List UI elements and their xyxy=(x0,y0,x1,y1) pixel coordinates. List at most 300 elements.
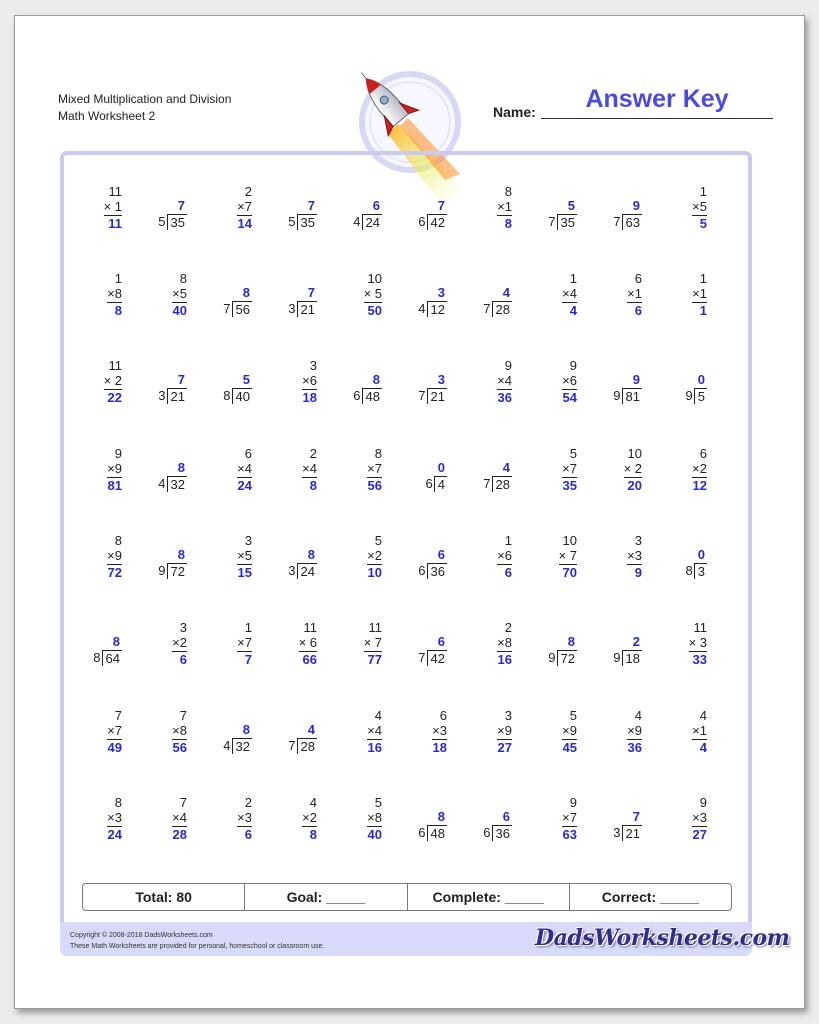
product-answer: 4 xyxy=(699,740,707,755)
product-answer: 5 xyxy=(699,216,707,231)
product-answer: 8 xyxy=(114,303,122,318)
product-answer: 8 xyxy=(309,827,317,842)
multiplicand: 3 xyxy=(244,533,252,548)
multiplicand: 1 xyxy=(699,184,707,199)
multiplication-problem xyxy=(559,533,577,581)
product-answer: 27 xyxy=(497,740,512,755)
multiplication-problem xyxy=(627,708,642,756)
problem-3-5 xyxy=(332,358,382,418)
quotient-answer: 3 xyxy=(437,372,445,387)
problem-6-1 xyxy=(72,620,122,680)
division-bracket xyxy=(418,388,447,404)
division-bracket xyxy=(613,214,642,230)
problem-2-5 xyxy=(332,271,382,331)
multiplicand: 9 xyxy=(504,358,512,373)
dividend: 21 xyxy=(167,388,187,404)
product-answer: 56 xyxy=(367,478,382,493)
multiplication-problem xyxy=(627,271,642,319)
problem-8-2 xyxy=(137,795,187,855)
multiplier: ×4 xyxy=(562,286,577,301)
multiplier: ×3 xyxy=(237,810,252,825)
multiplier: ×6 xyxy=(497,548,512,563)
multiplication-problem xyxy=(302,795,317,843)
division-bracket xyxy=(288,738,317,754)
problem-3-9 xyxy=(592,358,642,418)
multiplication-problem xyxy=(497,184,512,232)
multiplier: ×7 xyxy=(562,461,577,476)
problem-4-10 xyxy=(657,446,707,506)
product-answer: 35 xyxy=(562,478,577,493)
multiplier: × 3 xyxy=(688,635,707,650)
multiplicand: 6 xyxy=(634,271,642,286)
division-bracket xyxy=(288,563,317,579)
product-answer: 6 xyxy=(179,652,187,667)
quotient-answer: 8 xyxy=(177,547,185,562)
multiplication-problem xyxy=(237,446,252,494)
product-answer: 9 xyxy=(634,565,642,580)
problem-7-4 xyxy=(267,708,317,768)
product-answer: 1 xyxy=(699,303,707,318)
multiplication-problem xyxy=(497,358,512,406)
division-bracket xyxy=(483,301,512,317)
multiplication-problem xyxy=(692,708,707,756)
product-answer: 8 xyxy=(309,478,317,493)
division-problem xyxy=(613,634,642,666)
divisor: 3 xyxy=(288,301,296,316)
divisor: 7 xyxy=(223,301,231,316)
multiplier: ×7 xyxy=(367,461,382,476)
divisor: 7 xyxy=(483,476,491,491)
quotient-answer: 7 xyxy=(307,285,315,300)
product-answer: 14 xyxy=(237,216,252,231)
multiplier: ×8 xyxy=(107,286,122,301)
multiplier: × 2 xyxy=(623,461,642,476)
dividend: 4 xyxy=(434,476,447,492)
product-answer: 6 xyxy=(244,827,252,842)
problem-1-1 xyxy=(72,184,122,244)
multiplication-problem xyxy=(692,795,707,843)
multiplier: ×7 xyxy=(562,810,577,825)
multiplier: × 2 xyxy=(103,373,122,388)
division-bracket xyxy=(426,476,447,492)
multiplicand: 2 xyxy=(244,795,252,810)
division-problem xyxy=(613,809,642,841)
multiplier: ×6 xyxy=(562,373,577,388)
product-answer: 6 xyxy=(634,303,642,318)
division-bracket xyxy=(158,388,187,404)
problem-1-10 xyxy=(657,184,707,244)
dividend: 32 xyxy=(167,476,187,492)
copyright xyxy=(70,930,324,952)
multiplier: × 6 xyxy=(298,635,317,650)
quotient-answer: 6 xyxy=(437,547,445,562)
divisor: 3 xyxy=(288,563,296,578)
multiplier: ×9 xyxy=(562,723,577,738)
division-problem xyxy=(288,722,317,754)
problem-6-4 xyxy=(267,620,317,680)
division-problem xyxy=(418,809,447,841)
division-bracket xyxy=(158,476,187,492)
product-answer: 66 xyxy=(302,652,317,667)
worksheet-subtitle-line2: Math Worksheet 2 xyxy=(58,109,156,123)
multiplicand: 4 xyxy=(699,708,707,723)
dividend: 72 xyxy=(557,650,577,666)
problem-4-8 xyxy=(527,446,577,506)
multiplicand: 11 xyxy=(108,358,122,373)
product-answer: 8 xyxy=(504,216,512,231)
multiplier: ×9 xyxy=(107,461,122,476)
division-bracket xyxy=(613,388,642,404)
dividend: 28 xyxy=(297,738,317,754)
multiplicand: 10 xyxy=(562,533,577,548)
division-bracket xyxy=(613,650,642,666)
problem-8-10 xyxy=(657,795,707,855)
problem-5-5 xyxy=(332,533,382,593)
divisor: 9 xyxy=(158,563,166,578)
quotient-answer: 7 xyxy=(632,809,640,824)
multiplication-problem xyxy=(562,271,577,319)
division-bracket xyxy=(483,476,512,492)
multiplier: ×1 xyxy=(627,286,642,301)
multiplication-problem xyxy=(432,708,447,756)
dividend: 40 xyxy=(232,388,252,404)
problem-7-1 xyxy=(72,708,122,768)
quotient-answer: 5 xyxy=(242,372,250,387)
multiplication-problem xyxy=(367,708,382,756)
problem-3-8 xyxy=(527,358,577,418)
division-problem xyxy=(686,372,707,404)
problem-3-4 xyxy=(267,358,317,418)
problem-8-9 xyxy=(592,795,642,855)
divisor: 8 xyxy=(685,563,693,578)
multiplier: × 7 xyxy=(558,548,577,563)
problem-8-7 xyxy=(462,795,512,855)
problem-5-10 xyxy=(657,533,707,593)
product-answer: 36 xyxy=(497,390,512,405)
complete-field: Complete: _____ xyxy=(408,884,570,910)
divisor: 7 xyxy=(548,214,556,229)
division-problem xyxy=(418,198,447,230)
multiplicand: 3 xyxy=(309,358,317,373)
product-answer: 40 xyxy=(367,827,382,842)
problem-6-3 xyxy=(202,620,252,680)
multiplication-problem xyxy=(302,358,317,406)
dividend: 32 xyxy=(232,738,252,754)
multiplicand: 5 xyxy=(374,795,382,810)
multiplication-problem xyxy=(627,533,642,581)
problem-7-7 xyxy=(462,708,512,768)
product-answer: 11 xyxy=(108,216,122,231)
division-problem xyxy=(548,634,577,666)
dividend: 24 xyxy=(362,214,382,230)
quotient-answer: 3 xyxy=(437,285,445,300)
division-bracket xyxy=(686,563,707,579)
problem-6-2 xyxy=(137,620,187,680)
dividend: 56 xyxy=(232,301,252,317)
multiplication-problem xyxy=(237,795,252,843)
multiplier: ×3 xyxy=(107,810,122,825)
quotient-answer: 5 xyxy=(567,198,575,213)
multiplication-problem xyxy=(497,620,512,668)
problem-2-9 xyxy=(592,271,642,331)
product-answer: 18 xyxy=(432,740,447,755)
division-bracket xyxy=(353,214,382,230)
multiplication-problem xyxy=(104,358,122,406)
division-problem xyxy=(223,285,252,317)
problem-4-9 xyxy=(592,446,642,506)
division-bracket xyxy=(223,738,252,754)
dividend: 21 xyxy=(427,388,447,404)
problem-7-5 xyxy=(332,708,382,768)
problem-3-7 xyxy=(462,358,512,418)
problem-3-10 xyxy=(657,358,707,418)
divisor: 8 xyxy=(93,650,101,665)
product-answer: 22 xyxy=(107,390,122,405)
quotient-answer: 0 xyxy=(697,547,705,562)
quotient-answer: 2 xyxy=(632,634,640,649)
quotient-answer: 8 xyxy=(112,634,120,649)
multiplication-problem xyxy=(562,795,577,843)
problem-5-4 xyxy=(267,533,317,593)
total-count: Total: 80 xyxy=(83,884,245,910)
multiplicand: 3 xyxy=(179,620,187,635)
division-bracket xyxy=(548,650,577,666)
multiplication-problem xyxy=(237,620,252,668)
quotient-answer: 6 xyxy=(437,634,445,649)
multiplication-problem xyxy=(562,446,577,494)
division-problem xyxy=(158,460,187,492)
problem-5-3 xyxy=(202,533,252,593)
dividend: 24 xyxy=(297,563,317,579)
product-answer: 7 xyxy=(244,652,252,667)
dividend: 28 xyxy=(492,301,512,317)
divisor: 6 xyxy=(425,476,433,491)
multiplicand: 8 xyxy=(504,184,512,199)
problem-7-3 xyxy=(202,708,252,768)
division-problem xyxy=(418,634,447,666)
multiplicand: 11 xyxy=(368,620,382,635)
multiplication-problem xyxy=(692,446,707,494)
multiplier: ×2 xyxy=(367,548,382,563)
problem-8-6 xyxy=(397,795,447,855)
multiplicand: 4 xyxy=(374,708,382,723)
multiplicand: 5 xyxy=(374,533,382,548)
product-answer: 40 xyxy=(172,303,187,318)
divisor: 3 xyxy=(613,825,621,840)
divisor: 4 xyxy=(353,214,361,229)
problem-8-8 xyxy=(527,795,577,855)
multiplier: ×4 xyxy=(302,461,317,476)
quotient-answer: 8 xyxy=(242,285,250,300)
dadsworksheets-logo: DadsWorksheets.com xyxy=(535,925,790,951)
problem-3-6 xyxy=(397,358,447,418)
multiplicand: 2 xyxy=(504,620,512,635)
multiplicand: 4 xyxy=(309,795,317,810)
product-answer: 15 xyxy=(237,565,252,580)
multiplicand: 1 xyxy=(114,271,122,286)
multiplicand: 8 xyxy=(114,795,122,810)
multiplication-problem xyxy=(367,533,382,581)
dividend: 21 xyxy=(297,301,317,317)
divisor: 6 xyxy=(483,825,491,840)
multiplication-problem xyxy=(367,795,382,843)
dividend: 42 xyxy=(427,650,447,666)
multiplication-problem xyxy=(299,620,317,668)
multiplier: ×1 xyxy=(497,199,512,214)
multiplier: ×9 xyxy=(627,723,642,738)
dividend: 64 xyxy=(102,650,122,666)
problem-4-5 xyxy=(332,446,382,506)
quotient-answer: 6 xyxy=(372,198,380,213)
multiplicand: 3 xyxy=(634,533,642,548)
dividend: 81 xyxy=(622,388,642,404)
problem-7-6 xyxy=(397,708,447,768)
copyright-line2: These Math Worksheets are provided for personal, homeschool or classroom use. xyxy=(70,943,325,950)
multiplicand: 7 xyxy=(114,708,122,723)
dividend: 72 xyxy=(167,563,187,579)
division-bracket xyxy=(418,214,447,230)
multiplication-problem xyxy=(692,184,707,232)
product-answer: 12 xyxy=(692,478,707,493)
copyright-line1: Copyright © 2008-2018 DadsWorksheets.com xyxy=(70,932,213,939)
division-bracket xyxy=(288,301,317,317)
product-answer: 4 xyxy=(569,303,577,318)
problem-8-1 xyxy=(72,795,122,855)
product-answer: 49 xyxy=(107,740,122,755)
problem-8-4 xyxy=(267,795,317,855)
divisor: 9 xyxy=(685,388,693,403)
dividend: 35 xyxy=(167,214,187,230)
multiplication-problem xyxy=(302,446,317,494)
multiplier: ×7 xyxy=(107,723,122,738)
problem-5-9 xyxy=(592,533,642,593)
problem-7-2 xyxy=(137,708,187,768)
problem-5-7 xyxy=(462,533,512,593)
multiplicand: 6 xyxy=(439,708,447,723)
division-problem xyxy=(613,198,642,230)
division-bracket xyxy=(483,825,512,841)
product-answer: 6 xyxy=(504,565,512,580)
divisor: 6 xyxy=(418,563,426,578)
multiplicand: 7 xyxy=(179,795,187,810)
multiplicand: 8 xyxy=(374,446,382,461)
product-answer: 72 xyxy=(107,565,122,580)
quotient-answer: 4 xyxy=(307,722,315,737)
divisor: 7 xyxy=(418,388,426,403)
division-bracket xyxy=(418,650,447,666)
multiplier: ×5 xyxy=(237,548,252,563)
division-problem xyxy=(483,809,512,841)
problem-4-1 xyxy=(72,446,122,506)
multiplier: ×4 xyxy=(172,810,187,825)
product-answer: 56 xyxy=(172,740,187,755)
product-answer: 36 xyxy=(627,740,642,755)
division-bracket xyxy=(686,388,707,404)
multiplier: ×4 xyxy=(497,373,512,388)
division-problem xyxy=(353,198,382,230)
divisor: 7 xyxy=(418,650,426,665)
division-problem xyxy=(223,722,252,754)
product-answer: 24 xyxy=(237,478,252,493)
goal-field: Goal: _____ xyxy=(245,884,407,910)
problem-3-3 xyxy=(202,358,252,418)
division-problem xyxy=(686,547,707,579)
division-problem xyxy=(613,372,642,404)
problem-4-7 xyxy=(462,446,512,506)
multiplication-problem xyxy=(172,271,187,319)
division-bracket xyxy=(418,563,447,579)
quotient-answer: 8 xyxy=(437,809,445,824)
product-answer: 28 xyxy=(172,827,187,842)
division-problem xyxy=(418,372,447,404)
division-bracket xyxy=(223,301,252,317)
product-answer: 18 xyxy=(302,390,317,405)
multiplier: ×8 xyxy=(367,810,382,825)
dividend: 18 xyxy=(622,650,642,666)
multiplication-problem xyxy=(107,795,122,843)
divisor: 3 xyxy=(158,388,166,403)
problem-2-3 xyxy=(202,271,252,331)
division-problem xyxy=(93,634,122,666)
division-problem xyxy=(288,198,317,230)
product-answer: 70 xyxy=(562,565,577,580)
product-answer: 27 xyxy=(692,827,707,842)
multiplication-problem xyxy=(107,533,122,581)
problem-1-8 xyxy=(527,184,577,244)
multiplication-problem xyxy=(624,446,642,494)
division-problem xyxy=(288,285,317,317)
product-answer: 77 xyxy=(367,652,382,667)
multiplier: × 1 xyxy=(103,199,122,214)
divisor: 5 xyxy=(288,214,296,229)
quotient-answer: 8 xyxy=(372,372,380,387)
product-answer: 81 xyxy=(107,478,122,493)
divisor: 6 xyxy=(418,825,426,840)
problem-1-2 xyxy=(137,184,187,244)
multiplier: ×7 xyxy=(237,635,252,650)
dividend: 5 xyxy=(694,388,707,404)
multiplier: ×4 xyxy=(237,461,252,476)
product-answer: 54 xyxy=(562,390,577,405)
dividend: 48 xyxy=(427,825,447,841)
problem-2-4 xyxy=(267,271,317,331)
product-answer: 33 xyxy=(692,652,707,667)
quotient-answer: 9 xyxy=(632,198,640,213)
problem-1-7 xyxy=(462,184,512,244)
multiplication-problem xyxy=(107,446,122,494)
division-bracket xyxy=(548,214,577,230)
problem-6-9 xyxy=(592,620,642,680)
multiplication-problem xyxy=(364,620,382,668)
multiplicand: 1 xyxy=(569,271,577,286)
quotient-answer: 7 xyxy=(437,198,445,213)
multiplication-problem xyxy=(364,271,382,319)
multiplicand: 4 xyxy=(634,708,642,723)
product-answer: 10 xyxy=(367,565,382,580)
dividend: 21 xyxy=(622,825,642,841)
division-problem xyxy=(418,285,447,317)
dividend: 36 xyxy=(492,825,512,841)
division-bracket xyxy=(93,650,122,666)
multiplier: ×1 xyxy=(692,286,707,301)
division-bracket xyxy=(158,563,187,579)
division-problem xyxy=(288,547,317,579)
divisor: 4 xyxy=(418,301,426,316)
division-problem xyxy=(158,198,187,230)
answer-key-title: Answer Key xyxy=(585,85,729,113)
multiplicand: 10 xyxy=(367,271,382,286)
problem-8-5 xyxy=(332,795,382,855)
